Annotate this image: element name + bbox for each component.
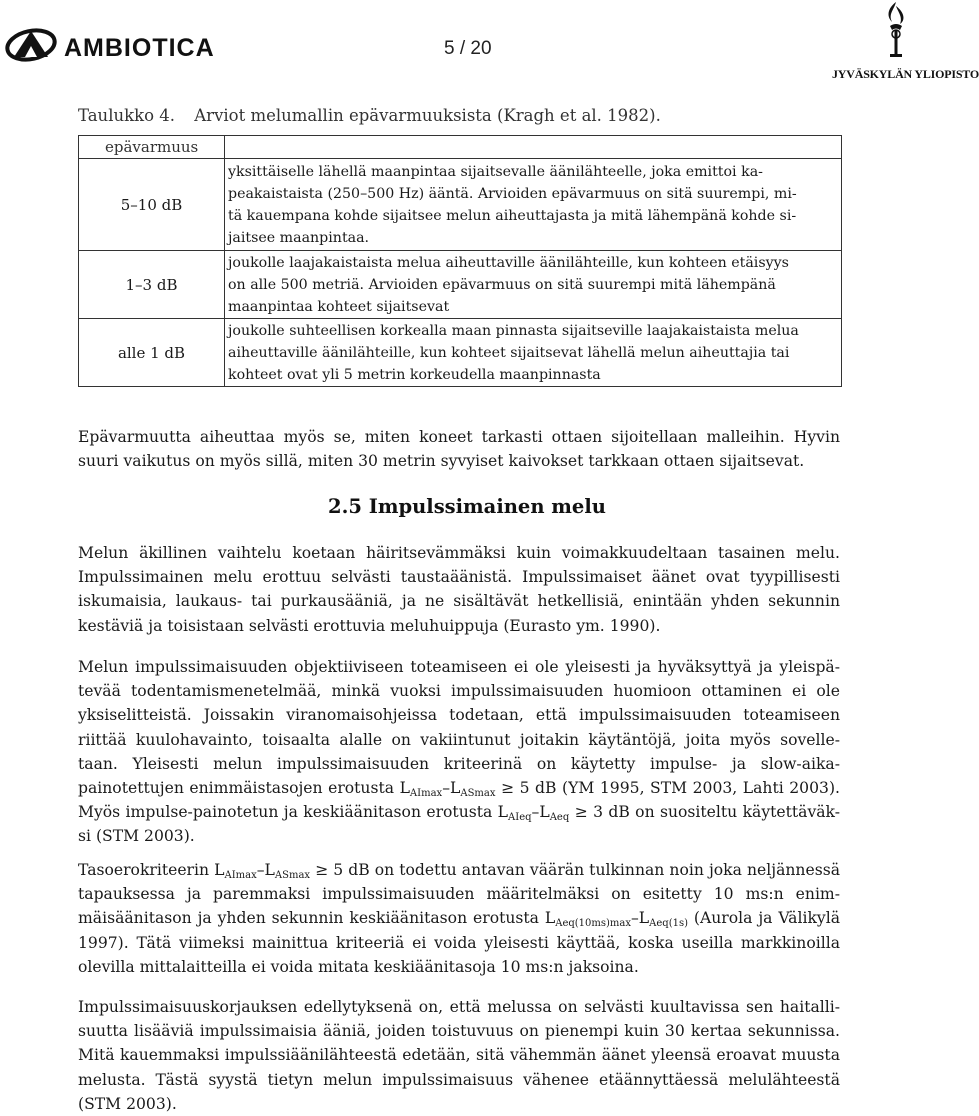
- torch-emblem-icon: [878, 0, 914, 62]
- formula-text: Myös impulse-painotetun ja keskiäänitason erotusta L: [78, 803, 509, 822]
- university-name: JYVÄSKYLÄN YLIOPISTO: [832, 67, 979, 81]
- text-line: tevää todentamismenetelmää, minkä vuoksi impulssimaisuuden huomioon ottaminen ei ole: [78, 682, 840, 701]
- paragraph-impulse-intro: [78, 541, 840, 638]
- description-line: tä kauempana kohde sijaitsee melun aiheuttajasta ja mitä lähempänä kohde si-: [228, 208, 797, 224]
- text-line: melusta. Tästä syystä tietyn melun impulssimaisuus vähenee etäännyttäessä melulähteestä: [78, 1070, 840, 1089]
- formula-subscript: ASmax: [274, 870, 311, 881]
- formula-text: ≥ 5 dB (YM 1995, STM 2003, Lahti 2003).: [495, 779, 840, 798]
- text-line: iskumaisia, laukaus- tai purkausääniä, ja ne sisältävät hetkellisiä, enintään yhden sekunnin: [78, 592, 840, 611]
- uncertainty-description: [225, 251, 842, 319]
- text-line: yksiselitteistä. Joissakin viranomaisohjeissa todetaan, että impulssimaisuuden toteamiseen: [78, 706, 840, 725]
- ambiotica-logo: [4, 24, 254, 68]
- text-line: Melun äkillinen vaihtelu koetaan häiritsevämmäksi kuin voimakkuudeltaan tasainen melu.: [78, 544, 840, 562]
- table-header-row: [79, 136, 842, 159]
- paragraph-level-criterion: [78, 858, 840, 979]
- formula-text: –L: [531, 803, 550, 822]
- text-line: Epävarmuutta aiheuttaa myös se, miten koneet tarkasti ottaen sijoitellaan malleihin. Hyvin: [78, 428, 840, 446]
- text-line: 1997). Tätä viimeksi mainittua kriteeriä ei voida yleisesti käyttää, koska useilla markkinoilla: [78, 933, 840, 952]
- table-row: [79, 319, 842, 387]
- logo-wordmark: AMBIOTICA: [64, 34, 215, 62]
- description-line: joukolle laajakaistaista melua aiheuttaville äänilähteille, kun kohteen etäisyys: [228, 255, 789, 271]
- formula-text: –L: [442, 779, 461, 798]
- uncertainty-description: [225, 159, 842, 251]
- table-header-cell: epävarmuus: [79, 136, 225, 159]
- formula-text: (Aurola ja Välikylä: [688, 909, 840, 928]
- text-line: (STM 2003).: [78, 1094, 177, 1113]
- uncertainty-value: 5–10 dB: [79, 159, 225, 251]
- table-header-empty-cell: [225, 136, 842, 159]
- text-line: [78, 906, 840, 930]
- uncertainty-description: [225, 319, 842, 387]
- formula-text: Tasoerokriteerin L: [78, 861, 225, 879]
- description-line: aiheuttaville äänilähteille, kun kohteet sijaitsevat lähellä melun aiheuttajia tai: [228, 345, 790, 361]
- paragraph-uncertainty: [78, 425, 840, 473]
- formula-text: mäisäänitason ja yhden sekunnin keskiäänitason erotusta L: [78, 909, 556, 928]
- formula-subscript: AIeq: [508, 812, 532, 824]
- uncertainty-value: 1–3 dB: [79, 251, 225, 319]
- description-line: on alle 500 metriä. Arvioiden epävarmuus on sitä suurempi mitä lähempänä: [228, 277, 776, 293]
- table-caption-text: Arviot melumallin epävarmuuksista (Kragh et al. 1982).: [194, 106, 661, 125]
- description-line: yksittäiselle lähellä maanpintaa sijaitsevalle äänilähteelle, joka emittoi ka-: [228, 164, 763, 180]
- text-line: suuri vaikutus on myös sillä, miten 30 metrin syvyiset kaivokset tarkkaan ottaen sijaitsevat.: [78, 452, 805, 471]
- text-line: olevilla mittalaitteilla ei voida mitata keskiäänitasoja 10 ms:n jaksoina.: [78, 957, 639, 976]
- text-line: [78, 800, 840, 824]
- formula-text: –L: [256, 861, 275, 879]
- description-line: kohteet ovat yli 5 metrin korkeudella maanpinnasta: [228, 367, 601, 383]
- formula-subscript: Aeq: [549, 812, 570, 824]
- table-caption: [78, 106, 661, 125]
- description-line: jaitsee maanpintaa.: [228, 230, 370, 246]
- text-line: riittää kuulohavainto, toisaalta alalle on vakiintunut joitakin käytäntöjä, joita myös sovelle-: [78, 730, 840, 749]
- formula-subscript: AImax: [224, 870, 257, 881]
- text-line: kestäviä ja toisistaan selvästi erottuvia meluhuippuja (Eurasto ym. 1990).: [78, 616, 661, 635]
- text-line: Impulssimainen melu erottuu selvästi taustaäänistä. Impulssimaiset äänet ovat tyypillisesti: [78, 568, 840, 587]
- formula-text: ≥ 3 dB on suositeltu käytettäväk-: [569, 803, 841, 822]
- description-line: maanpintaa kohteet sijaitsevat: [228, 299, 450, 315]
- table-row: [79, 159, 842, 251]
- table-row: [79, 251, 842, 319]
- text-line: suutta lisääviä impulssimaisia ääniä, joiden toistuvuus on pienempi kuin 30 kertaa sekunnissa.: [78, 1022, 840, 1041]
- formula-text: painotettujen enimmäistasojen erotusta L: [78, 779, 410, 798]
- text-line: [78, 776, 840, 800]
- text-line: Melun impulssimaisuuden objektiiviseen toteamiseen ei ole yleisesti ja hyväksyttyä ja yleispä-: [78, 658, 840, 676]
- description-line: joukolle suhteellisen korkealla maan pinnasta sijaitseville laajakaistaista melua: [228, 323, 799, 339]
- university-logo: [828, 0, 979, 86]
- formula-subscript: AImax: [409, 788, 443, 800]
- text-line: tapauksessa ja paremmaksi impulssimaisuuden määritelmäksi on esitetty 10 ms:n enim-: [78, 885, 840, 904]
- formula-text: ≥ 5 dB on todettu antavan väärän tulkinnan noin joka neljännessä: [310, 861, 840, 879]
- paragraph-impulse-criteria: [78, 655, 840, 849]
- text-line: si (STM 2003).: [78, 827, 195, 846]
- table-caption-label: Taulukko 4.: [78, 106, 176, 125]
- uncertainty-value: alle 1 dB: [79, 319, 225, 387]
- ambiotica-logo-icon: [4, 24, 254, 68]
- formula-text: –L: [631, 909, 650, 928]
- text-line: Impulssimaisuuskorjauksen edellytyksenä on, että melussa on selvästi kuultavissa sen haitalli-: [78, 998, 840, 1016]
- paragraph-impulse-correction: [78, 995, 840, 1116]
- formula-subscript: ASmax: [460, 788, 496, 800]
- page-number: 5 / 20: [444, 38, 492, 59]
- uncertainty-table: [78, 135, 842, 387]
- text-line: taan. Yleisesti melun impulssimaisuuden kriteerinä on käytetty impulse- ja slow-aika-: [78, 754, 840, 773]
- formula-subscript: Aeq(1s): [649, 918, 688, 930]
- text-line: [78, 858, 840, 882]
- section-heading: 2.5 Impulssimainen melu: [328, 495, 606, 518]
- text-line: Mitä kauemmaksi impulssiäänilähteestä edetään, sitä vähemmän äänet yleensä eroavat muusta: [78, 1046, 840, 1065]
- formula-subscript: Aeq(10ms)max: [555, 918, 631, 930]
- description-line: peakaistaista (250–500 Hz) ääntä. Arvioiden epävarmuus on sitä suurempi, mi-: [228, 186, 797, 202]
